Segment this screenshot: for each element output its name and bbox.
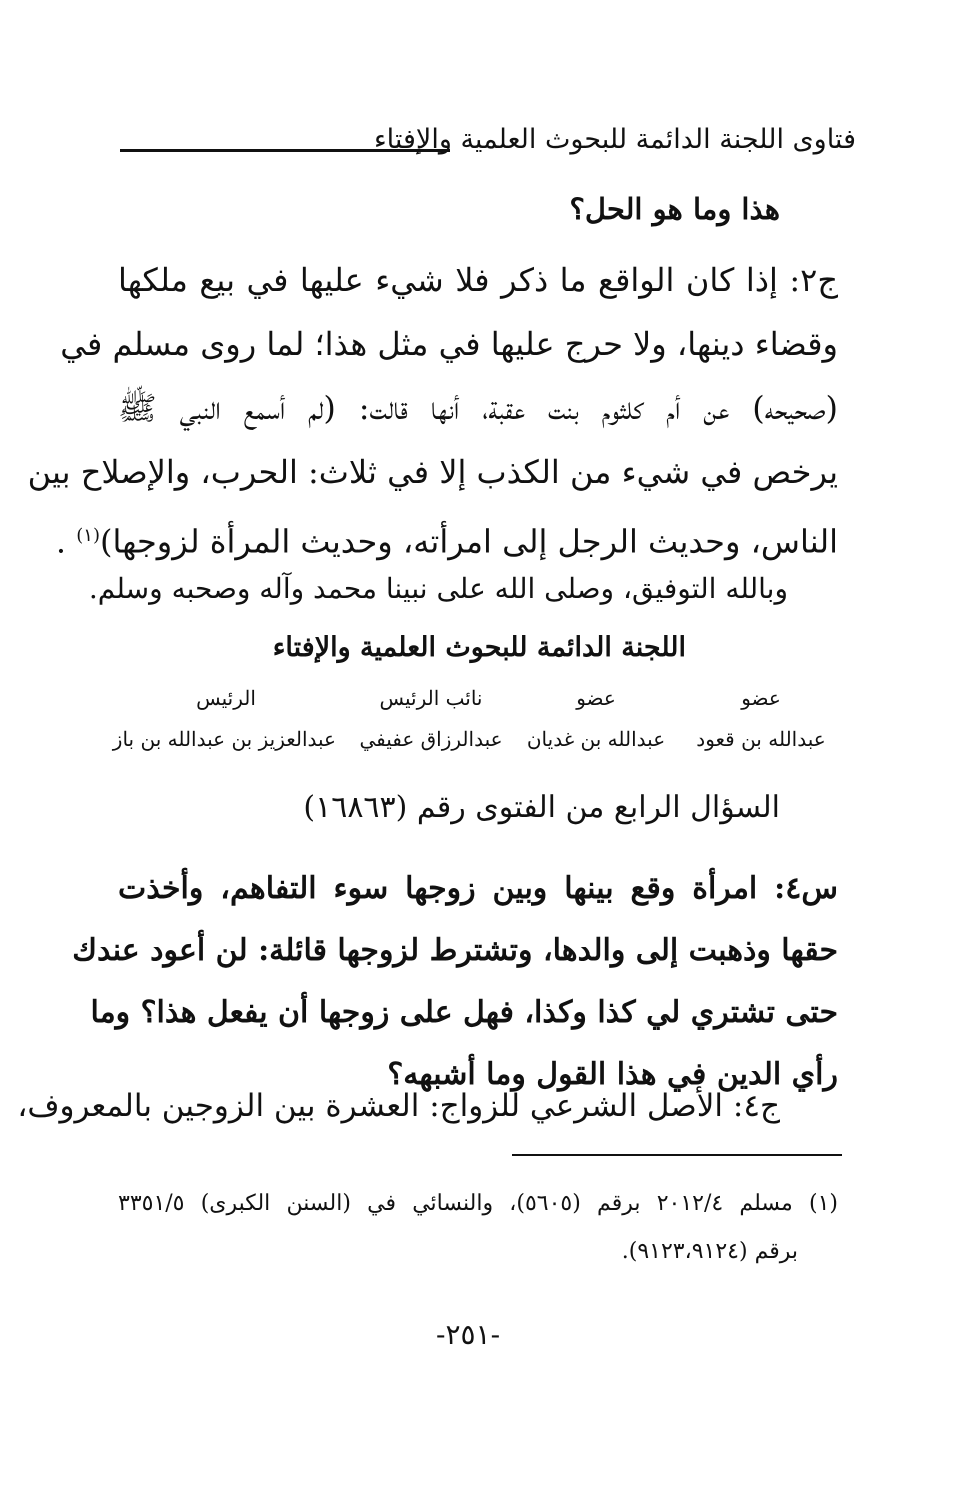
- answer-2: [27, 248, 839, 574]
- answer-2-line: ج٢: إذا كان الواقع ما ذكر فلا شيء عليها في بيع ملكها: [118, 261, 839, 299]
- signatory-name: عبدالله بن قعود: [696, 727, 826, 751]
- question-tail: هذا وما هو الحل؟: [569, 192, 780, 226]
- closing-statement: وبالله التوفيق، وصلى الله على نبينا محمد وآله وصحبه وسلم.: [88, 572, 788, 605]
- running-header-title: فتاوى اللجنة الدائمة للبحوث العلمية والإفتاء: [373, 124, 856, 155]
- footnote-marker: (١): [76, 525, 100, 546]
- footnote-rule: [512, 1154, 842, 1156]
- header-rule: [120, 149, 450, 152]
- committee-name: اللجنة الدائمة للبحوث العلمية والإفتاء: [272, 632, 686, 663]
- footnote: [118, 1180, 838, 1276]
- question-4-line: س٤: امرأة وقع بينها وبين زوجها سوء التفاهم، وأخذت: [118, 871, 838, 906]
- answer-2-line: (صحيحه) عن أم كلثوم بنت عقبة، أنها قالت: (لم أسمع النبي ﷺ: [118, 389, 838, 427]
- question-4-line: حتى تشتري لي كذا وكذا، فهل على زوجها أن يفعل هذا؟ وما: [90, 995, 838, 1030]
- answer-2-line: وقضاء دينها، ولا حرج عليها في مثل هذا؛ لما روى مسلم في: [60, 325, 838, 363]
- answer-2-line: الناس، وحديث الرجل إلى امرأته، وحديث المرأة لزوجها): [99, 522, 838, 561]
- question-4-line: حقها وذهبت إلى والدها، وتشترط لزوجها قائلة: لن أعود عندك: [72, 933, 838, 968]
- signatory-role: الرئيس: [196, 686, 256, 710]
- answer-2-last-line: [55, 504, 838, 574]
- signatory-role: عضو: [576, 686, 616, 710]
- signatory-name: عبدالرزاق عفيفي: [359, 727, 503, 751]
- answer-2-line: يرخص في شيء من الكذب إلا في ثلاث: الحرب، والإصلاح بين: [27, 453, 838, 491]
- signatory-role: نائب الرئيس: [379, 686, 483, 710]
- signatory-role: عضو: [741, 686, 781, 710]
- footnote-line: برقم (٩١٢٣،٩١٢٤).: [621, 1239, 798, 1264]
- question-4-title: السؤال الرابع من الفتوى رقم (١٦٨٦٣): [303, 790, 780, 825]
- footnote-line: (١) مسلم ٢٠١٢/٤ برقم (٥٦٠٥)، والنسائي في (السنن الكبرى) ٣٣٥١/٥: [118, 1191, 838, 1216]
- signatory-name: عبدالله بن غديان: [526, 727, 666, 751]
- page-number: -٢٥١-: [436, 1318, 501, 1351]
- answer-2-end: .: [55, 522, 77, 561]
- question-4: [72, 858, 838, 1106]
- question-4-line: رأي الدين في هذا القول وما أشبهه؟: [387, 1057, 838, 1092]
- answer-4-start: ج٤: الأصل الشرعي للزواج: العشرة بين الزوجين بالمعروف،: [17, 1088, 780, 1124]
- signatory-name: عبدالعزيز بن عبدالله بن باز: [112, 727, 336, 751]
